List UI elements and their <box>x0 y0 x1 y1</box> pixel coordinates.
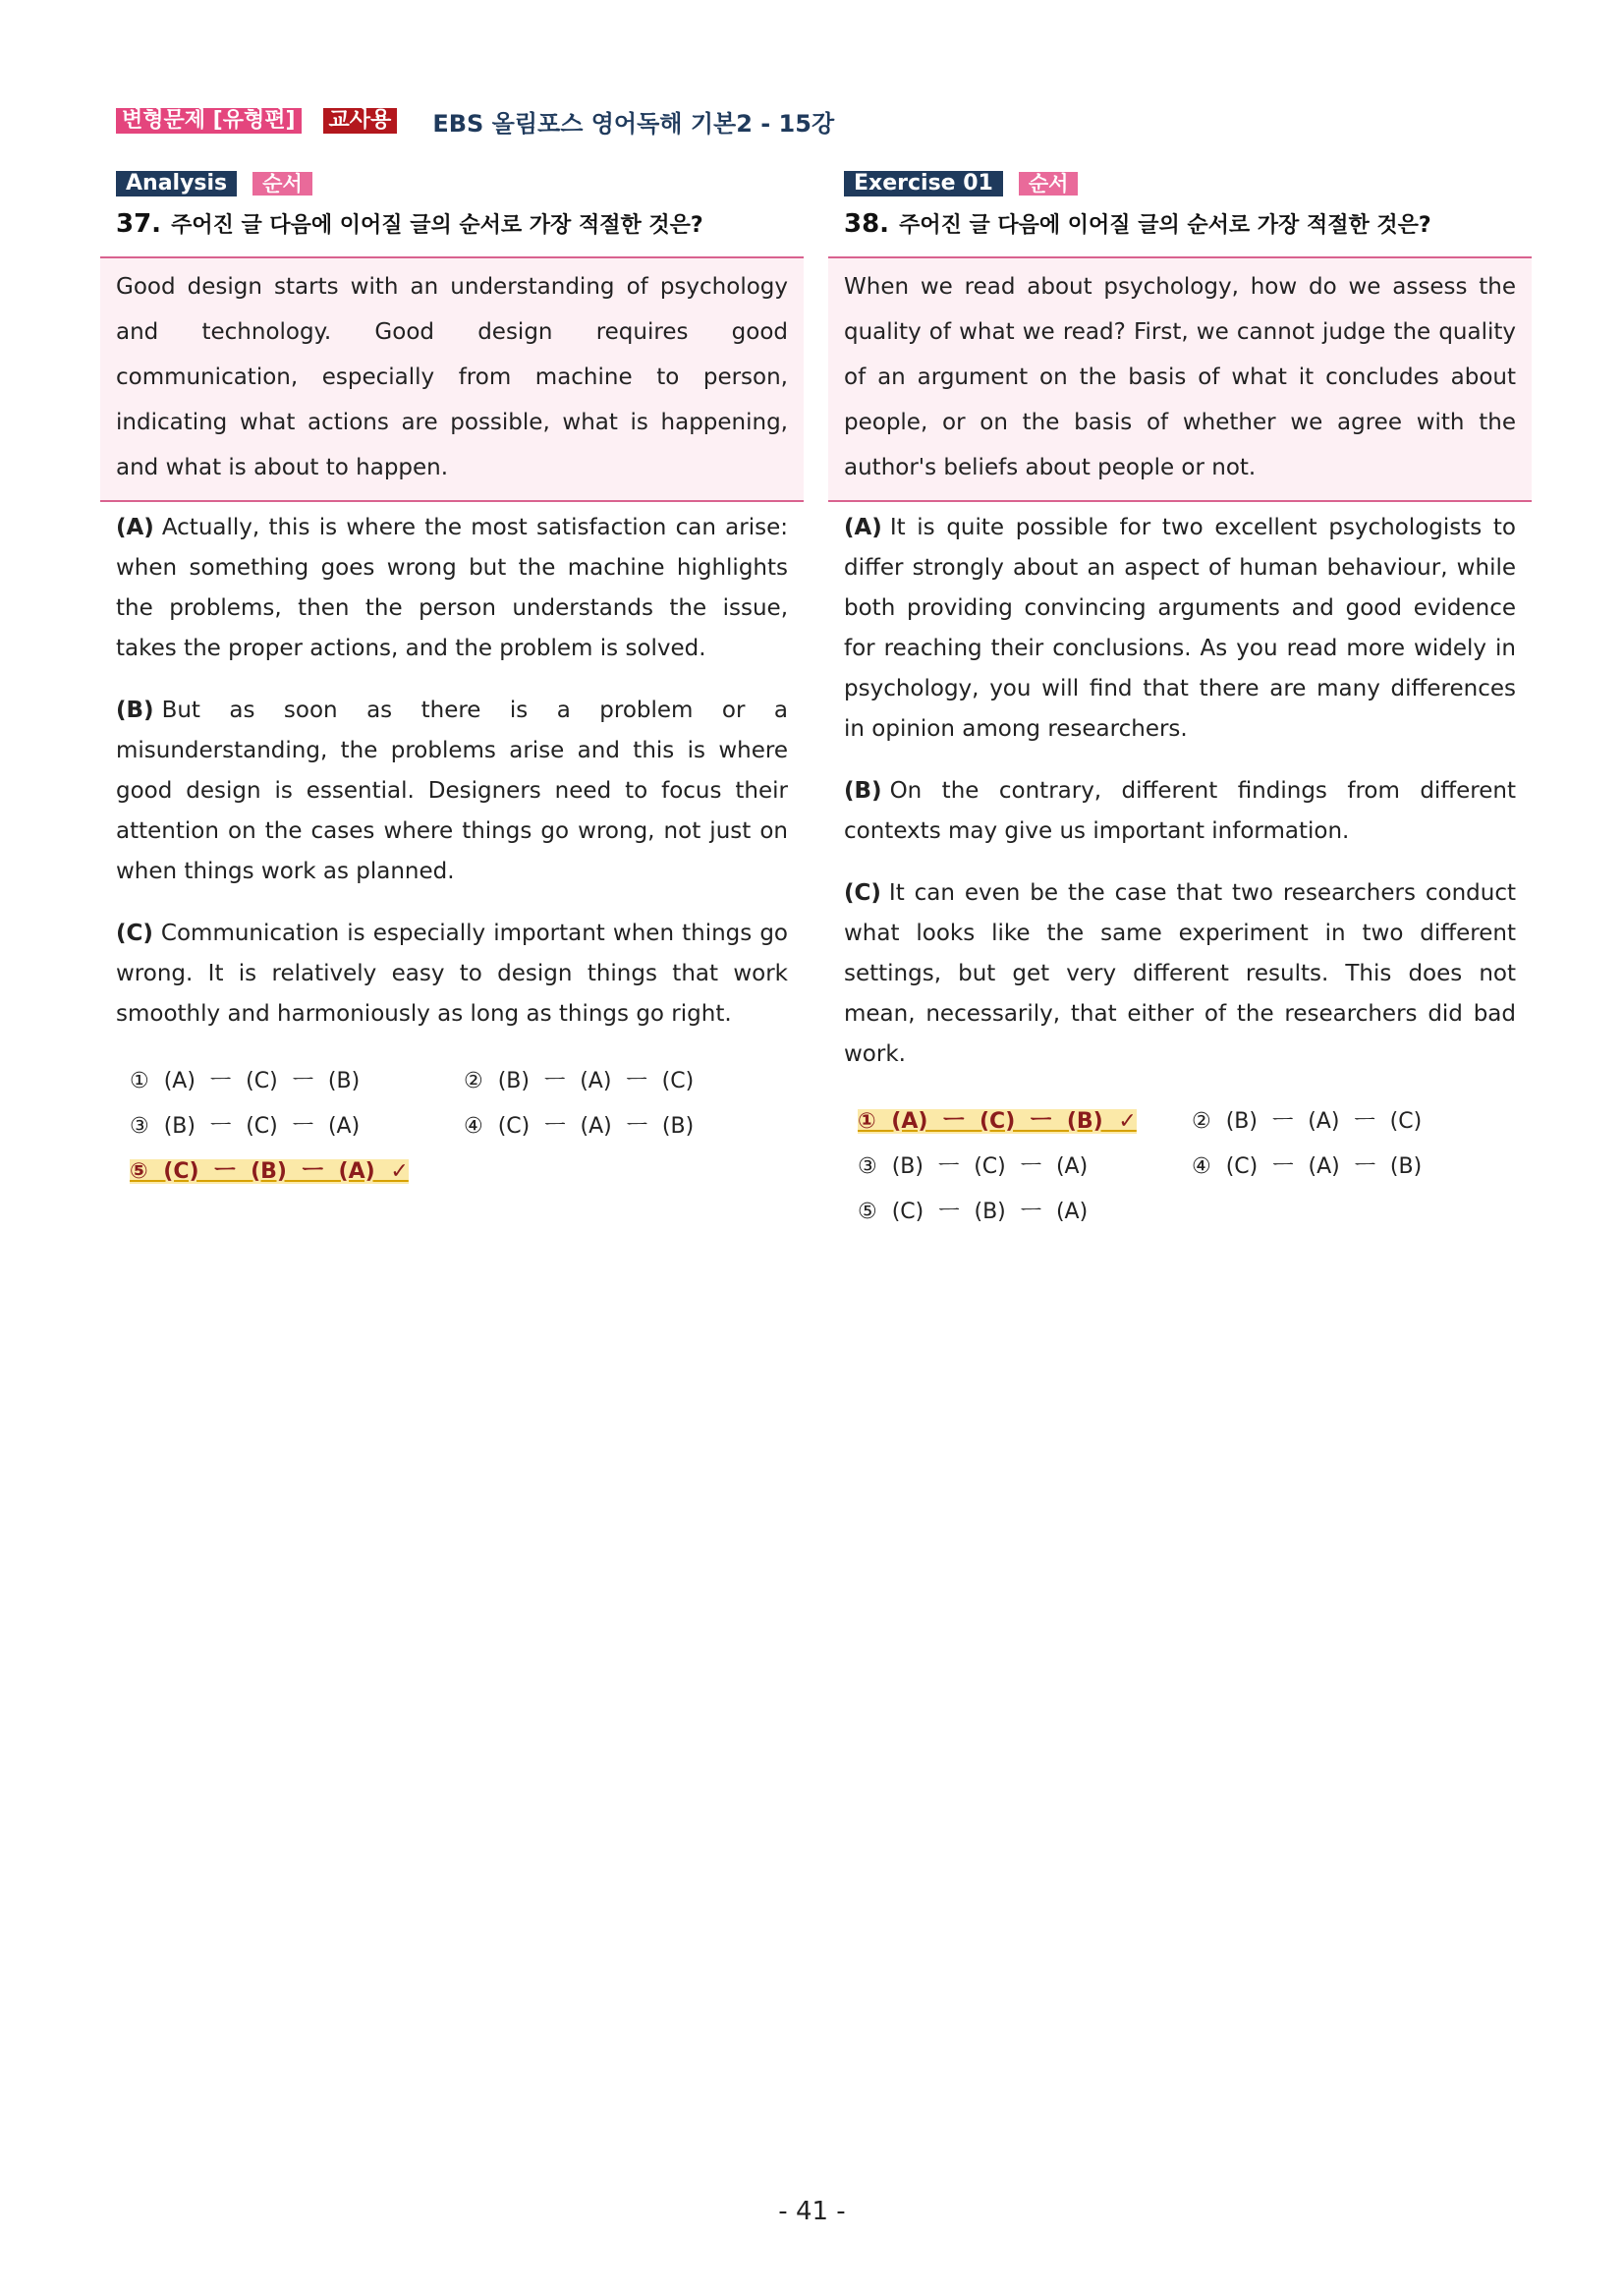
choice-row <box>858 1187 1532 1232</box>
paragraph-list <box>100 502 804 1035</box>
paragraph-text: Communication is especially important when things go wrong. It is relatively easy to design things that work smoothly and harmoniously as long as things go right. <box>116 921 788 1027</box>
section-label: Analysis <box>116 171 237 196</box>
correct-answer-highlight: ⑤ (C) ㅡ (B) ㅡ (A) ✓ <box>130 1158 409 1184</box>
choice-2[interactable]: ② (B) ㅡ (A) ㅡ (C) <box>1192 1108 1423 1134</box>
choice-row <box>130 1101 804 1147</box>
question-number: 38. <box>844 209 890 239</box>
choice-1[interactable]: ① (A) ㅡ (C) ㅡ (B) <box>130 1068 361 1093</box>
paragraph-label: (C) <box>116 921 153 946</box>
book-title: EBS 올림포스 영어독해 기본2 - 15강 <box>432 109 835 138</box>
teacher-tag: 교사용 <box>323 108 398 134</box>
left-column <box>100 169 804 1192</box>
paragraph-a <box>844 508 1516 750</box>
left-label-row <box>100 169 804 198</box>
choice-5-correct[interactable] <box>130 1154 464 1185</box>
question-type-tag: 순서 <box>252 172 312 196</box>
choice-row <box>130 1147 804 1192</box>
paragraph-c <box>116 914 788 1035</box>
choice-1-correct[interactable] <box>858 1104 1192 1135</box>
question-text: 주어진 글 다음에 이어질 글의 순서로 가장 적절한 것은? <box>171 213 703 238</box>
choice-5[interactable]: ⑤ (C) ㅡ (B) ㅡ (A) <box>858 1199 1089 1224</box>
choice-3[interactable]: ③ (B) ㅡ (C) ㅡ (A) <box>130 1113 361 1139</box>
paragraph-b <box>844 771 1516 852</box>
right-column <box>828 169 1532 1232</box>
answer-choices <box>828 1096 1532 1232</box>
choice-row <box>858 1096 1532 1142</box>
paragraph-text: It can even be the case that two researchers conduct what looks like the same experiment in two different settings, but get very different results. This does not mean, necessarily, that either of the researchers did bad work. <box>844 880 1516 1067</box>
variant-tag: 변형문제 [유형편] <box>116 108 302 134</box>
paragraph-list <box>828 502 1532 1075</box>
question-type-tag: 순서 <box>1019 172 1079 196</box>
choice-2[interactable]: ② (B) ㅡ (A) ㅡ (C) <box>464 1068 695 1093</box>
choice-4[interactable]: ④ (C) ㅡ (A) ㅡ (B) <box>464 1113 695 1139</box>
choice-row <box>858 1142 1532 1187</box>
paragraph-label: (A) <box>844 515 882 540</box>
paragraph-label: (C) <box>844 880 881 906</box>
right-label-row <box>828 169 1532 198</box>
answer-choices <box>100 1056 804 1192</box>
choice-3[interactable]: ③ (B) ㅡ (C) ㅡ (A) <box>858 1153 1089 1179</box>
paragraph-text: It is quite possible for two excellent psychologists to differ strongly about an aspect of human behaviour, while both providing convincing arguments and good evidence for reaching their conclusions. As you read more widely in psychology, you will find that there are many differences in opinion among researchers. <box>844 515 1516 742</box>
section-label: Exercise 01 <box>844 171 1003 196</box>
given-passage: Good design starts with an understanding of psychology and technology. Good design requires good communication, especially from machine to person, indicating what actions are possible, what is happening, and what is about to happen. <box>100 256 804 502</box>
given-passage: When we read about psychology, how do we assess the quality of what we read? First, we cannot judge the quality of an argument on the basis of what it concludes about people, or on the basis of whether we agree with the author's beliefs about people or not. <box>828 256 1532 502</box>
paragraph-text: Actually, this is where the most satisfaction can arise: when something goes wrong but the machine highlights the problems, then the person understands the issue, takes the proper actions, and the problem is solved. <box>116 515 788 661</box>
paragraph-label: (A) <box>116 515 154 540</box>
choice-row <box>130 1056 804 1101</box>
correct-answer-highlight: ① (A) ㅡ (C) ㅡ (B) ✓ <box>858 1108 1137 1134</box>
paragraph-a <box>116 508 788 669</box>
page-number: - 41 - <box>778 2197 846 2226</box>
paragraph-label: (B) <box>116 698 154 723</box>
question-text: 주어진 글 다음에 이어질 글의 순서로 가장 적절한 것은? <box>899 213 1431 238</box>
question-number: 37. <box>116 209 162 239</box>
choice-4[interactable]: ④ (C) ㅡ (A) ㅡ (B) <box>1192 1153 1423 1179</box>
paragraph-label: (B) <box>844 778 882 804</box>
page-header <box>116 104 834 138</box>
paragraph-c <box>844 873 1516 1075</box>
question-title <box>100 208 804 239</box>
paragraph-text: But as soon as there is a problem or a misunderstanding, the problems arise and this is where good design is essential. Designers need to focus their attention on the cases where things go wrong, not just on when things work as planned. <box>116 698 788 884</box>
paragraph-text: On the contrary, different findings from different contexts may give us important information. <box>844 778 1516 844</box>
question-title <box>828 208 1532 239</box>
paragraph-b <box>116 691 788 892</box>
